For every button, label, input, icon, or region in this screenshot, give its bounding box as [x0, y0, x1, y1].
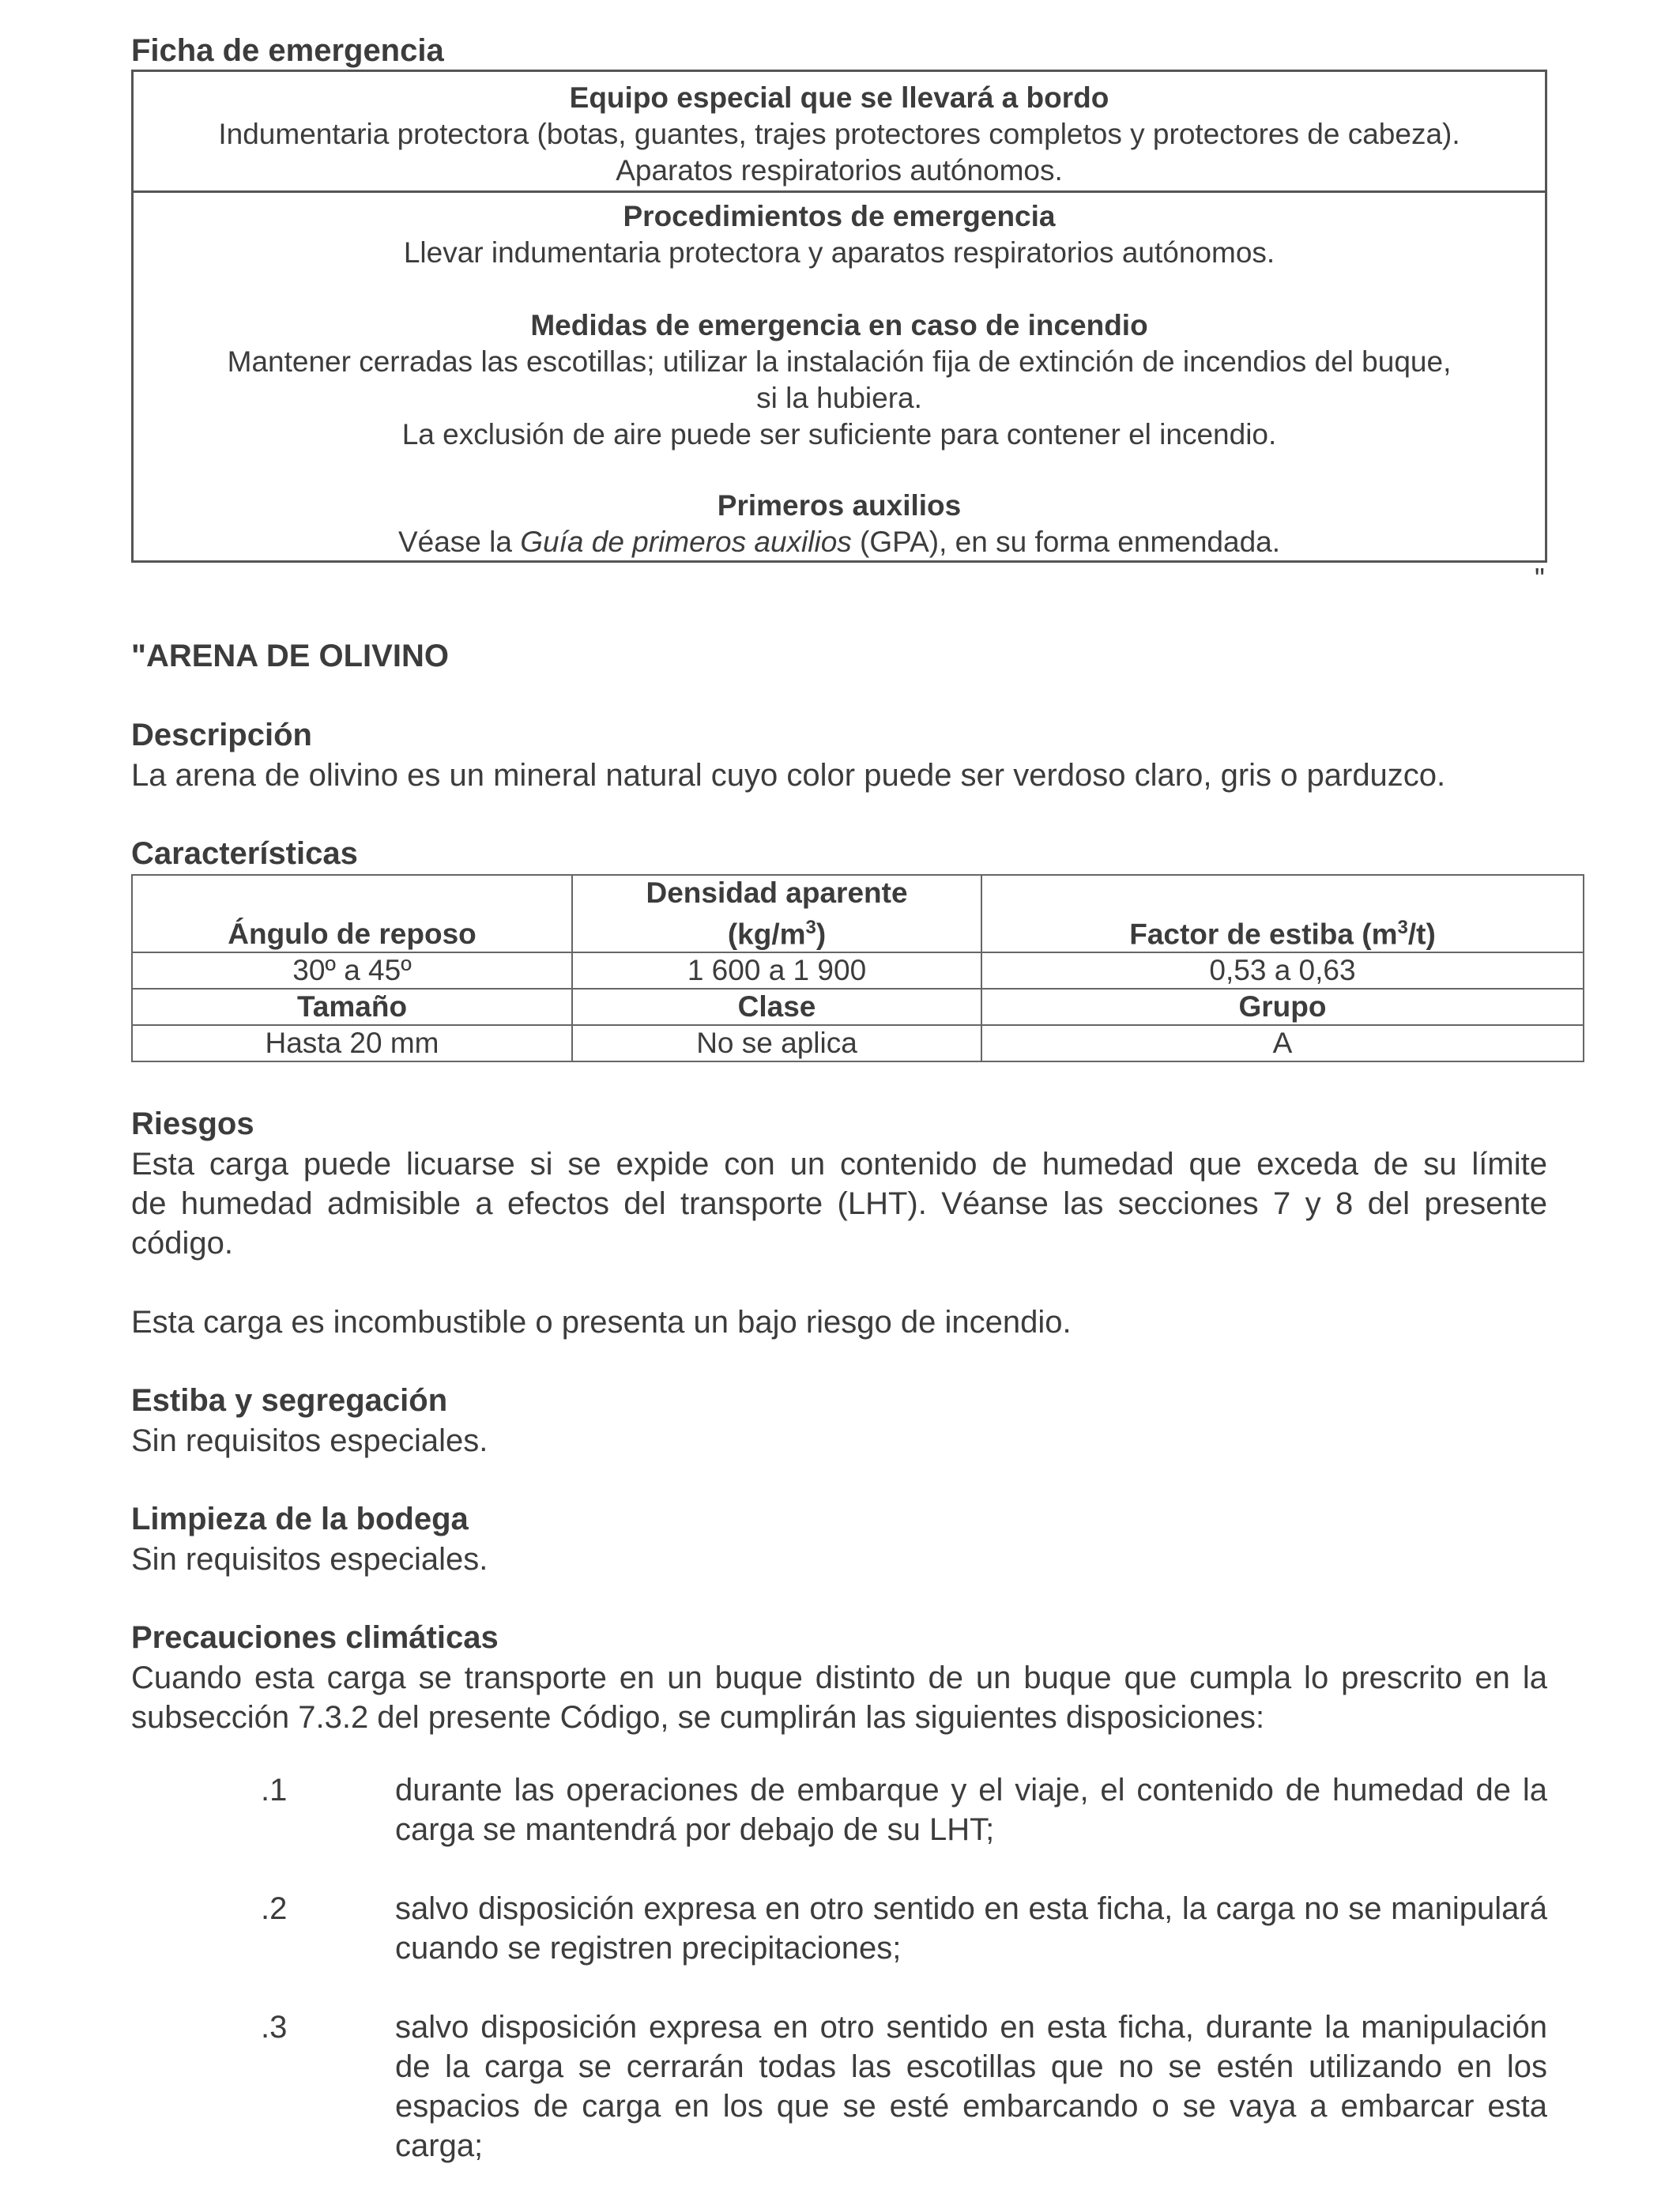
auxilios-title: Primeros auxilios: [717, 489, 962, 522]
table-cell: 0,53 a 0,63: [981, 952, 1584, 989]
medidas-title: Medidas de emergencia en caso de incendio: [530, 309, 1148, 341]
medidas-line-3: La exclusión de aire puede ser suficiente para contener el incendio.: [401, 418, 1277, 450]
table-cell: No se aplica: [572, 1025, 981, 1061]
header-densidad: [572, 875, 981, 952]
table-row: [132, 989, 1584, 1025]
box-divider: [134, 190, 1545, 193]
closing-quote: ": [1535, 562, 1545, 594]
list-item-number: .3: [261, 2010, 288, 2045]
table-cell: 1 600 a 1 900: [572, 952, 981, 989]
descripcion-heading: Descripción: [131, 718, 312, 752]
header-densidad-line1: Densidad aparente: [646, 876, 908, 909]
descripcion-text: La arena de olivino es un mineral natural cuyo color puede ser verdoso claro, gris o parduzco.: [131, 758, 1446, 793]
procedimientos-title: Procedimientos de emergencia: [623, 200, 1056, 232]
limpieza-heading: Limpieza de la bodega: [131, 1502, 469, 1536]
equipo-title: Equipo especial que se llevará a bordo: [569, 81, 1109, 114]
table-cell: Hasta 20 mm: [132, 1025, 572, 1061]
list-item-number: .1: [261, 1773, 288, 1808]
riesgos-line-3: código.: [131, 1226, 233, 1261]
table-subheader: Grupo: [981, 989, 1584, 1025]
factor-post: /t): [1407, 918, 1436, 951]
table-cell: 30º a 45º: [132, 952, 572, 989]
densidad-unit-pre: (kg/m: [727, 918, 806, 951]
procedimientos-text: Llevar indumentaria protectora y aparatos respiratorios autónomos.: [403, 236, 1275, 269]
table-cell: A: [981, 1025, 1584, 1061]
cargo-title: "ARENA DE OLIVINO: [131, 639, 449, 673]
header-factor: [981, 875, 1584, 952]
factor-sup: 3: [1397, 917, 1408, 938]
characteristics-table: [131, 874, 1584, 1062]
riesgos-text-2: Esta carga es incombustible o presenta un bajo riesgo de incendio.: [131, 1305, 1072, 1340]
densidad-unit-sup: 3: [805, 917, 816, 938]
auxilios-post: (GPA), en su forma enmendada.: [851, 526, 1281, 558]
ficha-heading: Ficha de emergencia: [131, 33, 444, 68]
table-subheader: Tamaño: [132, 989, 572, 1025]
medidas-line-1: Mantener cerradas las escotillas; utilizar la instalación fija de extinción de incendios del buque,: [227, 345, 1452, 378]
precauciones-intro-line-1: Cuando esta carga se transporte en un buque distinto de un buque que cumpla lo prescrito en la: [131, 1661, 1547, 1695]
factor-pre: Factor de estiba (m: [1129, 918, 1398, 951]
riesgos-heading: Riesgos: [131, 1106, 254, 1141]
precauciones-intro-line-2: subsección 7.3.2 del presente Código, se cumplirán las siguientes disposiciones:: [131, 1700, 1265, 1735]
precauciones-heading: Precauciones climáticas: [131, 1620, 499, 1655]
caracteristicas-heading: Características: [131, 836, 358, 871]
list-item-number: .2: [261, 1891, 288, 1926]
table-row: [132, 952, 1584, 989]
header-angulo: Ángulo de reposo: [132, 875, 572, 952]
equipo-line-2: Aparatos respiratorios autónomos.: [616, 154, 1063, 187]
list-item-text: salvo disposición expresa en otro sentido en esta ficha, la carga no se manipulará cuando se registren precipitaciones;: [395, 1891, 1547, 1966]
medidas-line-2: si la hubiera.: [756, 382, 922, 414]
table-subheader: Clase: [572, 989, 981, 1025]
table-row: [132, 1025, 1584, 1061]
list-item-text: salvo disposición expresa en otro sentido en esta ficha, durante la manipulación de la carga se cerrarán todas las escotillas que no se estén utilizando en los espacios de carga en los que se esté embarcando o se vaya a embarcar esta carga;: [395, 2010, 1547, 2163]
limpieza-text: Sin requisitos especiales.: [131, 1542, 488, 1577]
auxilios-text: [134, 524, 1545, 560]
emergency-box: [131, 70, 1547, 563]
header-densidad-line2: [578, 910, 976, 952]
estiba-text: Sin requisitos especiales.: [131, 1423, 488, 1458]
equipo-line-1: Indumentaria protectora (botas, guantes, trajes protectores completos y protectores de cabeza).: [218, 118, 1460, 150]
estiba-heading: Estiba y segregación: [131, 1383, 448, 1418]
list-item-text: durante las operaciones de embarque y el viaje, el contenido de humedad de la carga se mantendrá por debajo de su LHT;: [395, 1773, 1547, 1847]
riesgos-line-1: Esta carga puede licuarse si se expide con un contenido de humedad que exceda de su límite: [131, 1147, 1547, 1182]
auxilios-guide-title: Guía de primeros auxilios: [520, 526, 852, 558]
densidad-unit-post: ): [816, 918, 827, 951]
riesgos-line-2: de humedad admisible a efectos del transporte (LHT). Véanse las secciones 7 y 8 del presente: [131, 1186, 1547, 1221]
auxilios-pre: Véase la: [397, 526, 521, 558]
table-header-row: [132, 875, 1584, 952]
